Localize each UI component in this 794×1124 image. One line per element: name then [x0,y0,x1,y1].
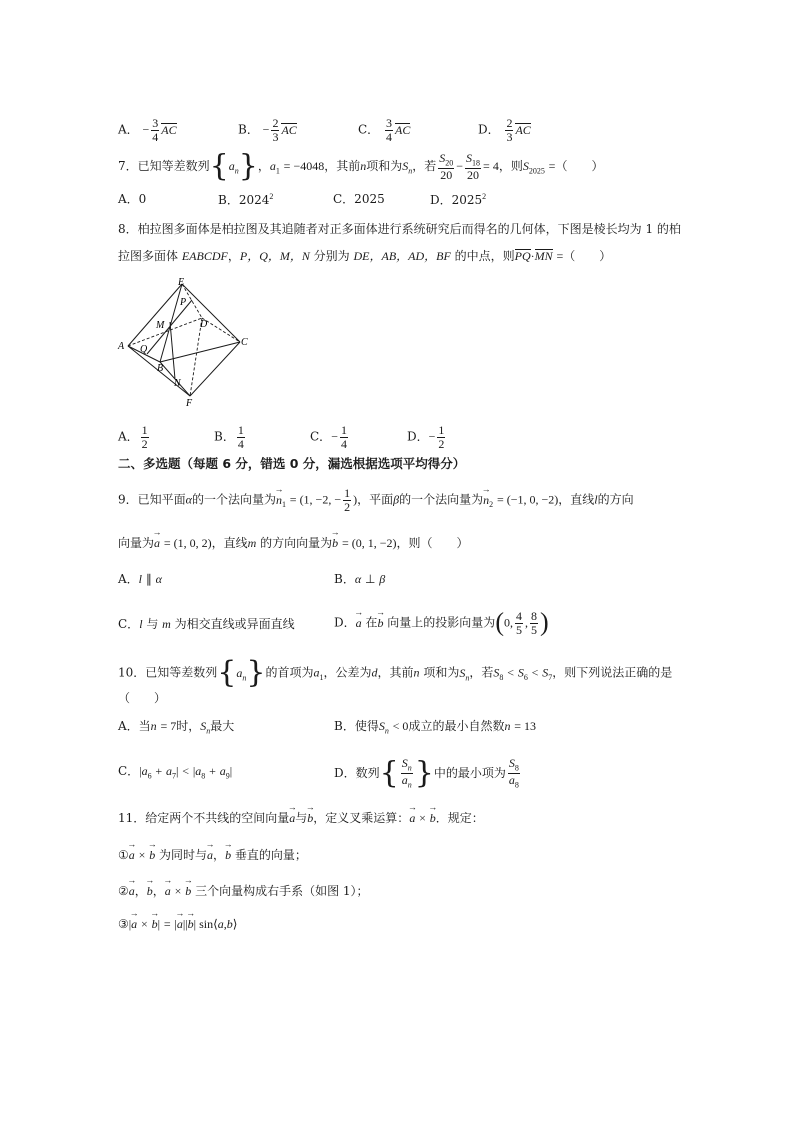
q8-option-b[interactable]: B． $\frac{1}{4}$ [214,423,244,451]
q10-option-a[interactable]: A．当n = 7时，$S_n$最大 [118,719,235,736]
q7-option-c[interactable]: C．2025 [333,192,385,206]
q9-stem-line1: 9．已知平面α的一个法向量为$n \to_1 = (1$, −2, − $\frac{1}{2}$ )，平面β的一个法向量为$n \to_2 = (-1$, 0, −2)，直线l的方向 [118,487,634,513]
option-label: A． [118,122,139,137]
q11-rule-1: ①a → × b → 为同时与a →，b → 垂直的向量； [118,849,307,861]
option-label: C． [358,122,380,137]
section-heading-multiple-choice: 二、多选题（每题 6 分，错选 0 分，漏选根据选项平均得分） [118,456,466,471]
q9-option-a[interactable]: A．l ∥ α [118,572,162,586]
q6-option-c[interactable]: C． $\frac{3}{4}$ AC [358,116,411,144]
q8-stem-line1: 8．柏拉图多面体是柏拉图及其追随者对正多面体进行系统研究后而得名的几何体，下图是棱长均为 1 的柏 [118,222,681,236]
q9-option-c[interactable]: C．l 与 m 为相交直线或异面直线 [118,617,295,631]
q7-stem: 7．已知等差数列$\{a_n\}$，$a_1 = -4048$，其前n项和为$S_n$，若 $\frac{S_{20}}{20}$ − $\frac{S_{18}}{20}$ = 4，则$S_{2025}$ =（ ） [118,148,604,184]
q11-stem: 11．给定两个不共线的空间向量a →与b →，定义叉乘运算：a → × b →．规定： [118,812,484,824]
q9-option-b[interactable]: B．α ⊥ β [334,572,386,586]
q10-option-d[interactable]: D．数列{ $\frac{S_n}{a_n}$ }中的最小项为 $\frac{S_8}{a_8}$ [334,755,519,791]
vertex-label-d: D [200,319,208,330]
q6-option-b[interactable]: B． − $\frac{2}{3}$ AC [238,116,297,144]
vertex-label-a: A [118,341,125,352]
q10-option-b[interactable]: B．使得$S_n < 0$成立的最小自然数n = 13 [334,719,537,736]
q10-option-c[interactable]: C．$|a_6 + a_7| < |a_8 + a_9|$ [118,764,233,781]
q9-stem-line2: 向量为a → = (1, 0, 2)，直线m 的方向向量为b → = (0, 1, −2)，则（ ） [118,537,469,549]
point-label-n: N [174,378,181,389]
vertex-label-f: F [186,398,193,408]
point-label-m: M [156,320,165,331]
octahedron-figure [116,278,256,408]
point-label-p: P [180,297,187,308]
q10-stem-line1: 10．已知等差数列$\{a_n\}$的首项为$a_1$，公差为d，其前n 项和为$S_n$，若$S_8 < S_6 < S_7$，则下列说法正确的是 [118,655,673,690]
vertex-label-e: E [178,278,185,288]
q7-option-d[interactable]: D．2025$^2$ [430,192,487,207]
option-label: B． [238,122,259,137]
q7-option-a[interactable]: A．0 [118,192,147,206]
q6-option-d[interactable]: D． $\frac{2}{3}$ AC [478,116,531,144]
q7-option-b[interactable]: B．2024$^2$ [218,192,274,207]
q8-option-d[interactable]: D．− $\frac{1}{2}$ [407,423,445,451]
vertex-label-b: B [157,363,164,374]
option-label: D． [478,122,500,137]
q10-stem-line2: （ ） [118,691,167,705]
q8-option-c[interactable]: C．− $\frac{1}{4}$ [310,423,347,451]
q11-rule-3: ③|a → × b →| = |a →||b →| sin⟨a,b⟩ [118,918,237,930]
q11-rule-2: ②a →，b →，a → × b → 三个向量构成右手系（如图 1）； [118,885,369,897]
q8-option-a[interactable]: A． $\frac{1}{2}$ [118,423,148,451]
point-label-q: Q [140,344,148,355]
q9-option-d[interactable]: D．a → 在b → 向量上的投影向量为(0, $\frac{4}{5}$ , $\frac{8}{5}$ ) [334,610,549,636]
vertex-label-c: C [241,337,248,348]
q6-option-a[interactable]: A． − $\frac{3}{4}$ AC [118,116,177,144]
q8-stem-line2: 拉图多面体 EABCDF，P，Q，M，N 分别为 DE，AB，AD，BF 的中点，则PQ·MN =（ ） [118,249,612,263]
